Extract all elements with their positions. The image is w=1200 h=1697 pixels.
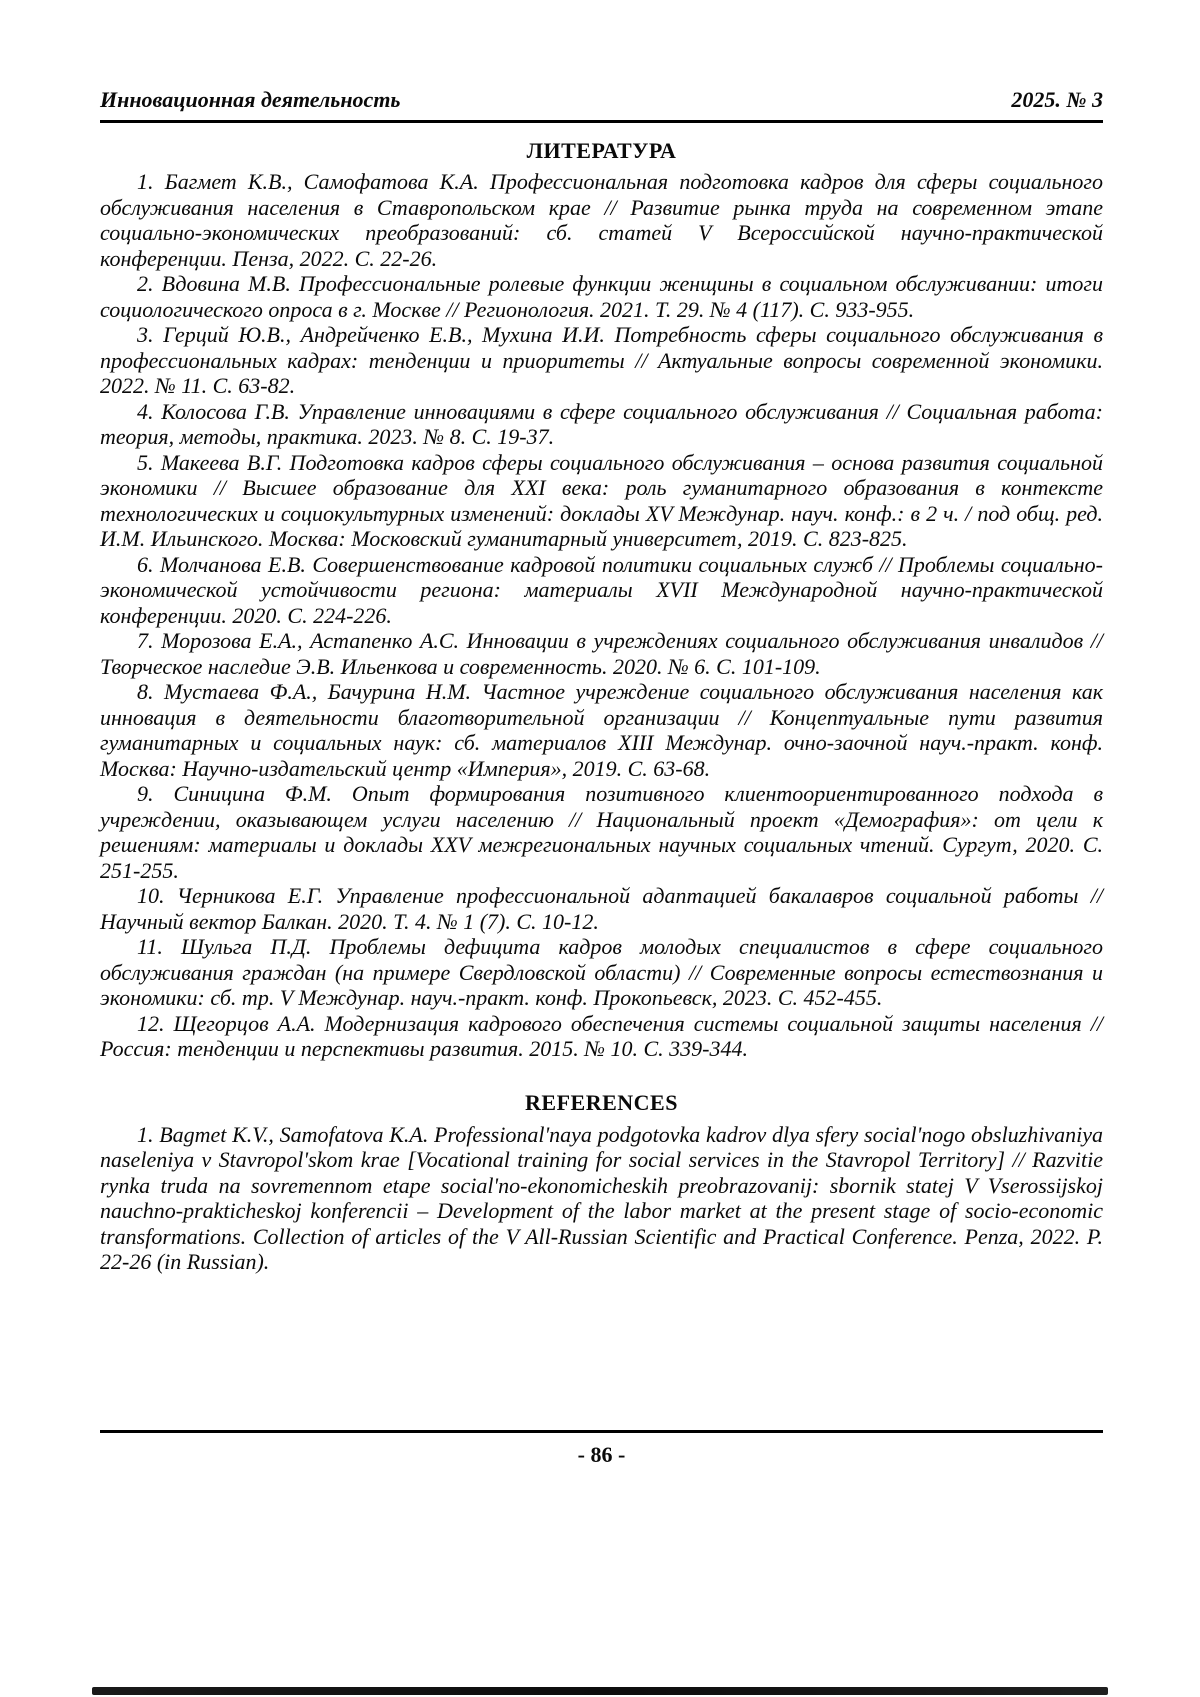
literature-list — [100, 169, 1103, 1062]
reference-item-4: 4. Колосова Г.В. Управление инновациями в сфере социального обслуживания // Социальная работа: теория, методы, практика. 2023. № 8. С. 19-37. — [100, 398, 1103, 450]
reference-item-10: 10. Черникова Е.Г. Управление профессиональной адаптацией бакалавров социальной работы // Научный вектор Балкан. 2020. Т. 4. № 1 (7). С. 10-12. — [100, 883, 1103, 934]
scan-edge-artifact — [92, 1687, 1108, 1695]
reference-item-6: 6. Молчанова Е.В. Совершенствование кадровой политики социальных служб // Проблемы социально-экономической устойчивости региона: материалы XVII Международной научно-практической конференции. 2020. С. 224-226. — [100, 551, 1103, 628]
reference-item-1: 1. Багмет К.В., Самофатова К.А. Профессиональная подготовка кадров для сферы социального обслуживания населения в Ставропольском крае // Развитие рынка труда на современном этапе социально-экономических преобразований: сб. статей V Всероссийской научно-практической конференции. Пенза, 2022. С. 22-26. — [100, 169, 1103, 271]
references-item-1: 1. Bagmet K.V., Samofatova K.A. Professional'naya podgotovka kadrov dlya sfery social'nogo obsluzhivaniya naseleniya v Stavropol'skom krae [Vocational training for social services in the Stavropol Territory] // Razvitie rynka truda na sovremennom etape social'no-ekonomicheskih preobrazovanij: sbornik statej V Vserossijskoj nauchno-prakticheskoj konferencii – Development of the labor market at the present stage of socio-economic transformations. Collection of articles of the V All-Russian Scientific and Practical Conference. Penza, 2022. P. 22-26 (in Russian). — [100, 1121, 1103, 1275]
page-footer — [100, 1430, 1103, 1468]
reference-item-5: 5. Макеева В.Г. Подготовка кадров сферы социального обслуживания – основа развития социальной экономики // Высшее образование для XXI века: роль гуманитарного образования в контексте технологических и социокультурных изменений: доклады XV Междунар. науч. конф.: в 2 ч. / под общ. ред. И.М. Ильинского. Москва: Московский гуманитарный университет, 2019. С. 823-825. — [100, 449, 1103, 552]
literature-heading: ЛИТЕРАТУРА — [526, 138, 677, 164]
page-header — [100, 88, 1103, 112]
issue-info: 2025. № 3 — [1011, 87, 1103, 112]
reference-item-7: 7. Морозова Е.А., Астапенко А.С. Инновации в учреждениях социального обслуживания инвалидов // Творческое наследие Э.В. Ильенкова и современность. 2020. № 6. С. 101-109. — [100, 628, 1103, 679]
references-list — [100, 1122, 1103, 1275]
header-rule — [100, 120, 1103, 123]
references-heading: REFERENCES — [525, 1089, 678, 1115]
reference-item-11: 11. Шульга П.Д. Проблемы дефицита кадров молодых специалистов в сфере социального обслуживания граждан (на примере Свердловской области) // Современные вопросы естествознания и экономики: сб. тр. V Междунар. науч.-практ. конф. Прокопьевск, 2023. С. 452-455. — [100, 934, 1103, 1011]
reference-item-8: 8. Мустаева Ф.А., Бачурина Н.М. Частное учреждение социального обслуживания населения как инновация в деятельности благотворительной организации // Концептуальные пути развития гуманитарных и социальных наук: сб. материалов XIII Междунар. очно-заочной науч.-практ. конф. Москва: Научно-издательский центр «Империя», 2019. С. 63-68. — [100, 679, 1103, 781]
reference-item-2: 2. Вдовина М.В. Профессиональные ролевые функции женщины в социальном обслуживании: итоги социологического опроса в г. Москве // Регионология. 2021. Т. 29. № 4 (117). С. 933-955. — [100, 271, 1103, 322]
reference-item-3: 3. Герций Ю.В., Андрейченко Е.В., Мухина И.И. Потребность сферы социального обслуживания в профессиональных кадрах: тенденции и приоритеты // Актуальные вопросы современной экономики. 2022. № 11. С. 63-82. — [100, 322, 1103, 399]
journal-title: Инновационная деятельность — [100, 87, 401, 112]
page-number: - 86 - — [577, 1442, 626, 1467]
reference-item-12: 12. Щегорцов А.А. Модернизация кадрового обеспечения системы социальной защиты населения // Россия: тенденции и перспективы развития. 2015. № 10. С. 339-344. — [100, 1010, 1103, 1062]
reference-item-9: 9. Синицина Ф.М. Опыт формирования позитивного клиентоориентированного подхода в учреждении, оказывающем услуги населению // Национальный проект «Демография»: от цели к решениям: материалы и доклады XXV межрегиональных научных социальных чтений. Сургут, 2020. С. 251-255. — [100, 781, 1103, 883]
footer-rule — [100, 1430, 1103, 1433]
